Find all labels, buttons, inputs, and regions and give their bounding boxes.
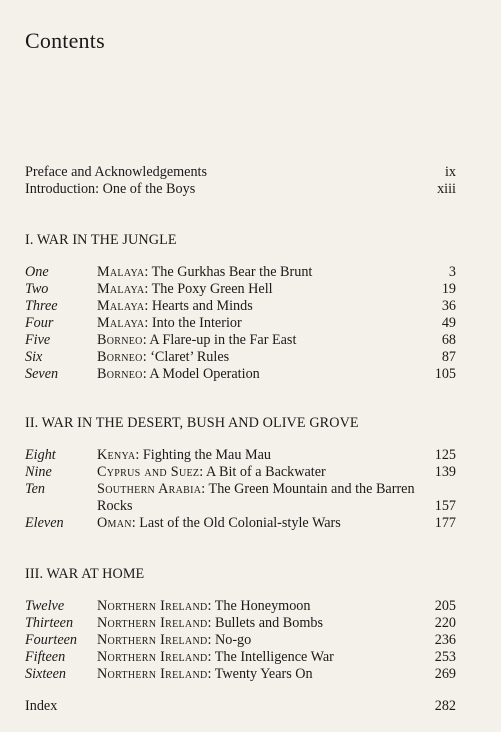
chapter-title (97, 447, 271, 464)
chapter-region: Northern Ireland (97, 598, 208, 614)
chapter-entry (25, 298, 456, 315)
chapter-entry (25, 666, 456, 683)
chapter-subtitle: : Twenty Years On (207, 666, 313, 682)
chapter-title (97, 281, 273, 298)
chapter-subtitle: : A Flare-up in the Far East (142, 332, 297, 348)
page-number: 205 (434, 598, 456, 614)
page-number: 36 (441, 298, 456, 314)
chapter-number: Twelve (25, 598, 65, 614)
chapter-entry (25, 264, 456, 281)
chapter-number: Seven (25, 366, 59, 382)
front-matter-entry (25, 181, 456, 198)
chapter-entry (25, 632, 456, 649)
page-number: 19 (441, 281, 456, 297)
chapter-title (97, 315, 242, 332)
chapter-number: Thirteen (25, 615, 74, 631)
entry-title: Preface and Acknowledgements (25, 164, 208, 180)
chapter-entry (25, 615, 456, 632)
chapter-region: Malaya (97, 281, 145, 297)
chapter-number: One (25, 264, 49, 280)
front-matter-entry (25, 164, 456, 181)
chapter-region: Southern Arabia (97, 481, 202, 497)
chapter-region: Borneo (97, 349, 143, 365)
chapter-subtitle: : The Intelligence War (207, 649, 334, 665)
page-number: xiii (437, 181, 456, 197)
chapter-title (97, 264, 312, 281)
chapter-subtitle: : Fighting the Mau Mau (135, 447, 271, 463)
entry-title: Introduction: One of the Boys (25, 181, 196, 197)
chapter-subtitle: : Last of the Old Colonial-style Wars (131, 515, 341, 531)
chapter-subtitle: : Hearts and Minds (144, 298, 253, 314)
chapter-entry (25, 598, 456, 615)
page-number: 269 (434, 666, 456, 682)
chapter-region: Oman (97, 515, 132, 531)
page-number: 236 (434, 632, 456, 648)
part-heading: III. WAR AT HOME (25, 566, 145, 582)
page-number: 87 (441, 349, 456, 365)
page-number: 139 (434, 464, 456, 480)
chapter-region: Northern Ireland (97, 649, 208, 665)
chapter-subtitle: : A Model Operation (142, 366, 260, 382)
page-number: 125 (434, 447, 456, 463)
chapter-title (97, 349, 229, 366)
chapter-title (97, 598, 310, 615)
chapter-entry (25, 447, 456, 464)
chapter-title (97, 615, 323, 632)
chapter-entry (25, 464, 456, 481)
chapter-title (97, 298, 253, 315)
page-number: 3 (448, 264, 456, 280)
chapter-subtitle: : The Gurkhas Bear the Brunt (144, 264, 313, 280)
index-title: Index (25, 698, 58, 714)
part-heading: I. WAR IN THE JUNGLE (25, 232, 177, 248)
chapter-number: Eight (25, 447, 56, 463)
chapter-number: Eleven (25, 515, 64, 531)
chapter-subtitle: : No-go (207, 632, 252, 648)
chapter-number: Fourteen (25, 632, 78, 648)
chapter-number: Four (25, 315, 54, 331)
page-number: ix (444, 164, 456, 180)
chapter-subtitle: : The Poxy Green Hell (144, 281, 273, 297)
chapter-title (97, 366, 260, 383)
chapter-region: Kenya (97, 447, 136, 463)
chapter-number: Sixteen (25, 666, 66, 682)
chapter-number: Five (25, 332, 51, 348)
chapter-region: Malaya (97, 315, 145, 331)
chapter-entry (25, 315, 456, 332)
chapter-number: Two (25, 281, 49, 297)
chapter-region: Borneo (97, 332, 143, 348)
chapter-entry (25, 349, 456, 366)
chapter-number: Nine (25, 464, 52, 480)
chapter-region: Malaya (97, 298, 145, 314)
chapter-region: Malaya (97, 264, 145, 280)
chapter-subtitle: : The Green Mountain and the Barren Rocks (97, 481, 415, 514)
chapter-subtitle: : Bullets and Bombs (207, 615, 323, 631)
page-number: 282 (434, 698, 456, 714)
chapter-region: Northern Ireland (97, 632, 208, 648)
chapter-entry (25, 649, 456, 666)
chapter-subtitle: : ‘Claret’ Rules (142, 349, 230, 365)
chapter-entry (25, 332, 456, 349)
chapter-title (97, 332, 296, 349)
chapter-region: Borneo (97, 366, 143, 382)
page-number: 253 (434, 649, 456, 665)
page-title: Contents (25, 28, 105, 53)
index-entry (25, 698, 456, 715)
page-number: 177 (434, 515, 456, 531)
chapter-entry (25, 366, 456, 383)
page-number: 49 (441, 315, 456, 331)
page-number: 157 (434, 498, 456, 514)
chapter-entry (25, 481, 456, 515)
chapter-number: Ten (25, 481, 45, 497)
chapter-title (97, 632, 251, 649)
chapter-region: Northern Ireland (97, 615, 208, 631)
part-heading: II. WAR IN THE DESERT, BUSH AND OLIVE GROVE (25, 415, 359, 431)
chapter-title (97, 464, 326, 481)
chapter-title (97, 649, 334, 666)
chapter-number: Six (25, 349, 43, 365)
chapter-region: Northern Ireland (97, 666, 208, 682)
chapter-number: Three (25, 298, 58, 314)
chapter-subtitle: : The Honeymoon (207, 598, 311, 614)
chapter-subtitle: : A Bit of a Backwater (199, 464, 326, 480)
chapter-region: Cyprus and Suez (97, 464, 200, 480)
chapter-title (97, 666, 313, 683)
chapter-title (97, 481, 417, 515)
chapter-number: Fifteen (25, 649, 66, 665)
page-number: 105 (434, 366, 456, 382)
page-number: 68 (441, 332, 456, 348)
chapter-entry (25, 515, 456, 532)
page-number: 220 (434, 615, 456, 631)
chapter-title (97, 515, 341, 532)
chapter-entry (25, 281, 456, 298)
chapter-subtitle: : Into the Interior (144, 315, 242, 331)
